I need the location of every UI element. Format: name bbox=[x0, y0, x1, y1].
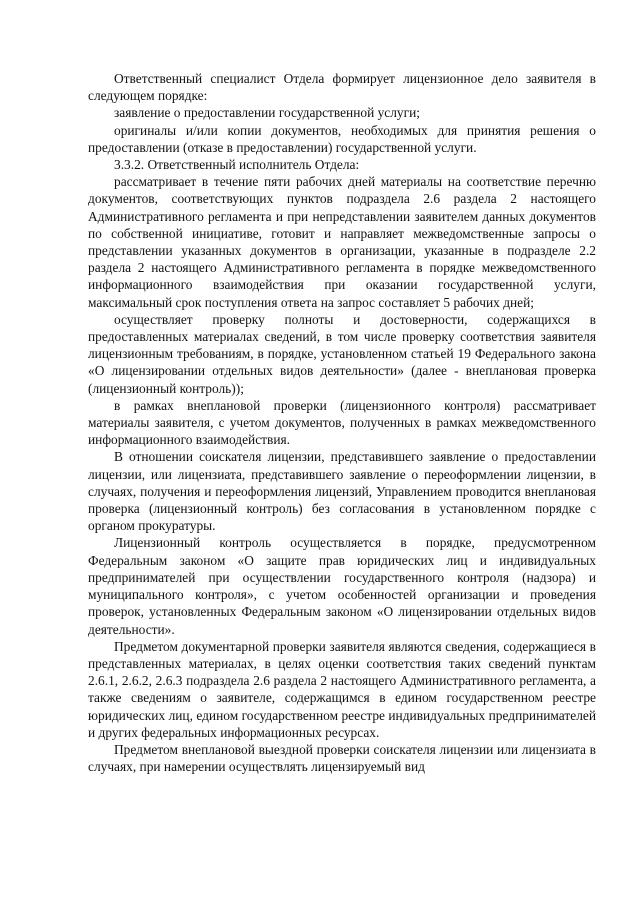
paragraph-unscheduled-check: в рамках внеплановой проверки (лицензионного контроля) рассматривает материалы заявителя, с учетом документов, полученных в рамках межведомственного информационного взаимодействия. bbox=[88, 397, 596, 448]
paragraph-documentary-check: Предметом документарной проверки заявителя являются сведения, содержащиеся в представленных материалах, в целях оценки соответствия таких сведений пунктам 2.6.1, 2.6.2, 2.6.3 подраздела 2.6 раздела 2 настоящего Административного регламента, а также сведениям о заявителе, содержащимся в едином государственном реестре юридических лиц, едином государственном реестре индивидуальных предпринимателей и других федеральных информационных ресурсах. bbox=[88, 638, 596, 740]
paragraph-onsite-check: Предметом внеплановой выездной проверки соискателя лицензии или лицензиата в случаях, при намерении осуществлять лицензируемый вид bbox=[88, 741, 596, 775]
paragraph-checks-completeness: осуществляет проверку полноты и достоверности, содержащихся в предоставленных материалах сведений, в том числе проверку соответствия заявителя лицензионным требованиям, в порядке, установленном статьей 19 Федерального закона «О лицензировании отдельных видов деятельности» (далее - внеплановая проверка (лицензионный контроль)); bbox=[88, 311, 596, 396]
paragraph-section-3-3-2: 3.3.2. Ответственный исполнитель Отдела: bbox=[114, 157, 360, 173]
paragraph-application: заявление о предоставлении государственной услуги; bbox=[114, 105, 420, 121]
paragraph-license-control: Лицензионный контроль осуществляется в порядке, предусмотренном Федеральным законом «О защите прав юридических лиц и индивидуальных предпринимателей при осуществлении государственного контроля (надзора) и муниципального контроля», с учетом особенностей организации и проведения проверок, установленных Федеральным законом «О лицензировании отдельных видов деятельности». bbox=[88, 535, 596, 637]
paragraph-reviews-materials: рассматривает в течение пяти рабочих дней материалы на соответствие перечню документов, соответствующих пунктов подраздела 2.6 раздела 2 настоящего Административного регламента и при непредставлении заявителем данных документов по собственной инициативе, готовит и направляет межведомственные запросы о представлении указанных документов в организации, указанные в подразделе 2.2 раздела 2 настоящего Административного регламента в порядке межведомственного информационного взаимодействия при оказании государственной услуги, максимальный срок поступления ответа на запрос составляет 5 рабочих дней; bbox=[88, 174, 596, 310]
paragraph-originals: оригиналы и/или копии документов, необходимых для принятия решения о предоставлении (отказе в предоставлении) государственной услуги. bbox=[88, 122, 596, 155]
paragraph-applicant-relation: В отношении соискателя лицензии, представившего заявление о предоставлении лицензии, или лицензиата, представившего заявление о переоформлении лицензии, в случаях, получения и переоформления лицензий, Управлением проводится внеплановая проверка (лицензионный контроль) без согласования в установленном порядке с органом прокуратуры. bbox=[88, 449, 596, 534]
paragraph-dossier-order: Ответственный специалист Отдела формирует лицензионное дело заявителя в следующем порядке: bbox=[88, 71, 596, 104]
document-page bbox=[88, 70, 596, 775]
